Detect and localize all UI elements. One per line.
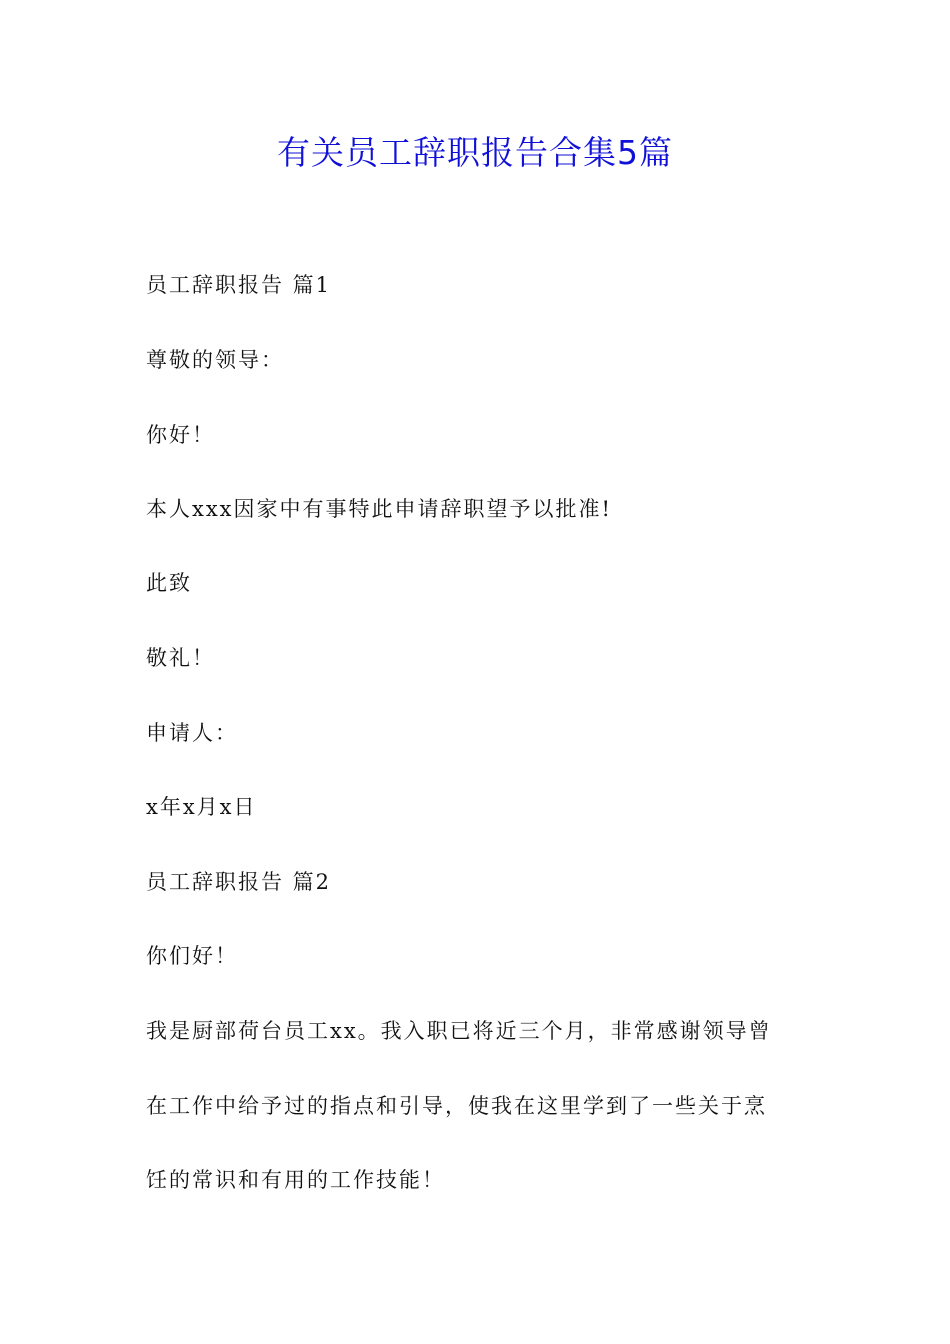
closing-line: 此致 xyxy=(146,571,192,595)
body-paragraph-line: 饪的常识和有用的工作技能！ xyxy=(146,1168,445,1192)
document-title: 有关员工辞职报告合集5篇 xyxy=(277,133,673,172)
body-paragraph-line: 我是厨部荷台员工xx。我入职已将近三个月，非常感谢领导曾 xyxy=(146,1019,772,1043)
date-line: x年x月x日 xyxy=(146,795,257,819)
applicant-label: 申请人： xyxy=(146,721,238,745)
greeting: 你好！ xyxy=(146,423,215,447)
greeting-2: 你们好！ xyxy=(146,944,238,968)
body-paragraph: 本人xxx因家中有事特此申请辞职望予以批准! xyxy=(146,497,612,521)
body-paragraph-line: 在工作中给予过的指点和引导，使我在这里学到了一些关于烹 xyxy=(146,1094,767,1118)
section-heading-1: 员工辞职报告 篇1 xyxy=(146,273,332,297)
closing-regards: 敬礼！ xyxy=(146,646,215,670)
section-heading-2: 员工辞职报告 篇2 xyxy=(146,870,332,894)
salutation: 尊敬的领导： xyxy=(146,348,284,372)
